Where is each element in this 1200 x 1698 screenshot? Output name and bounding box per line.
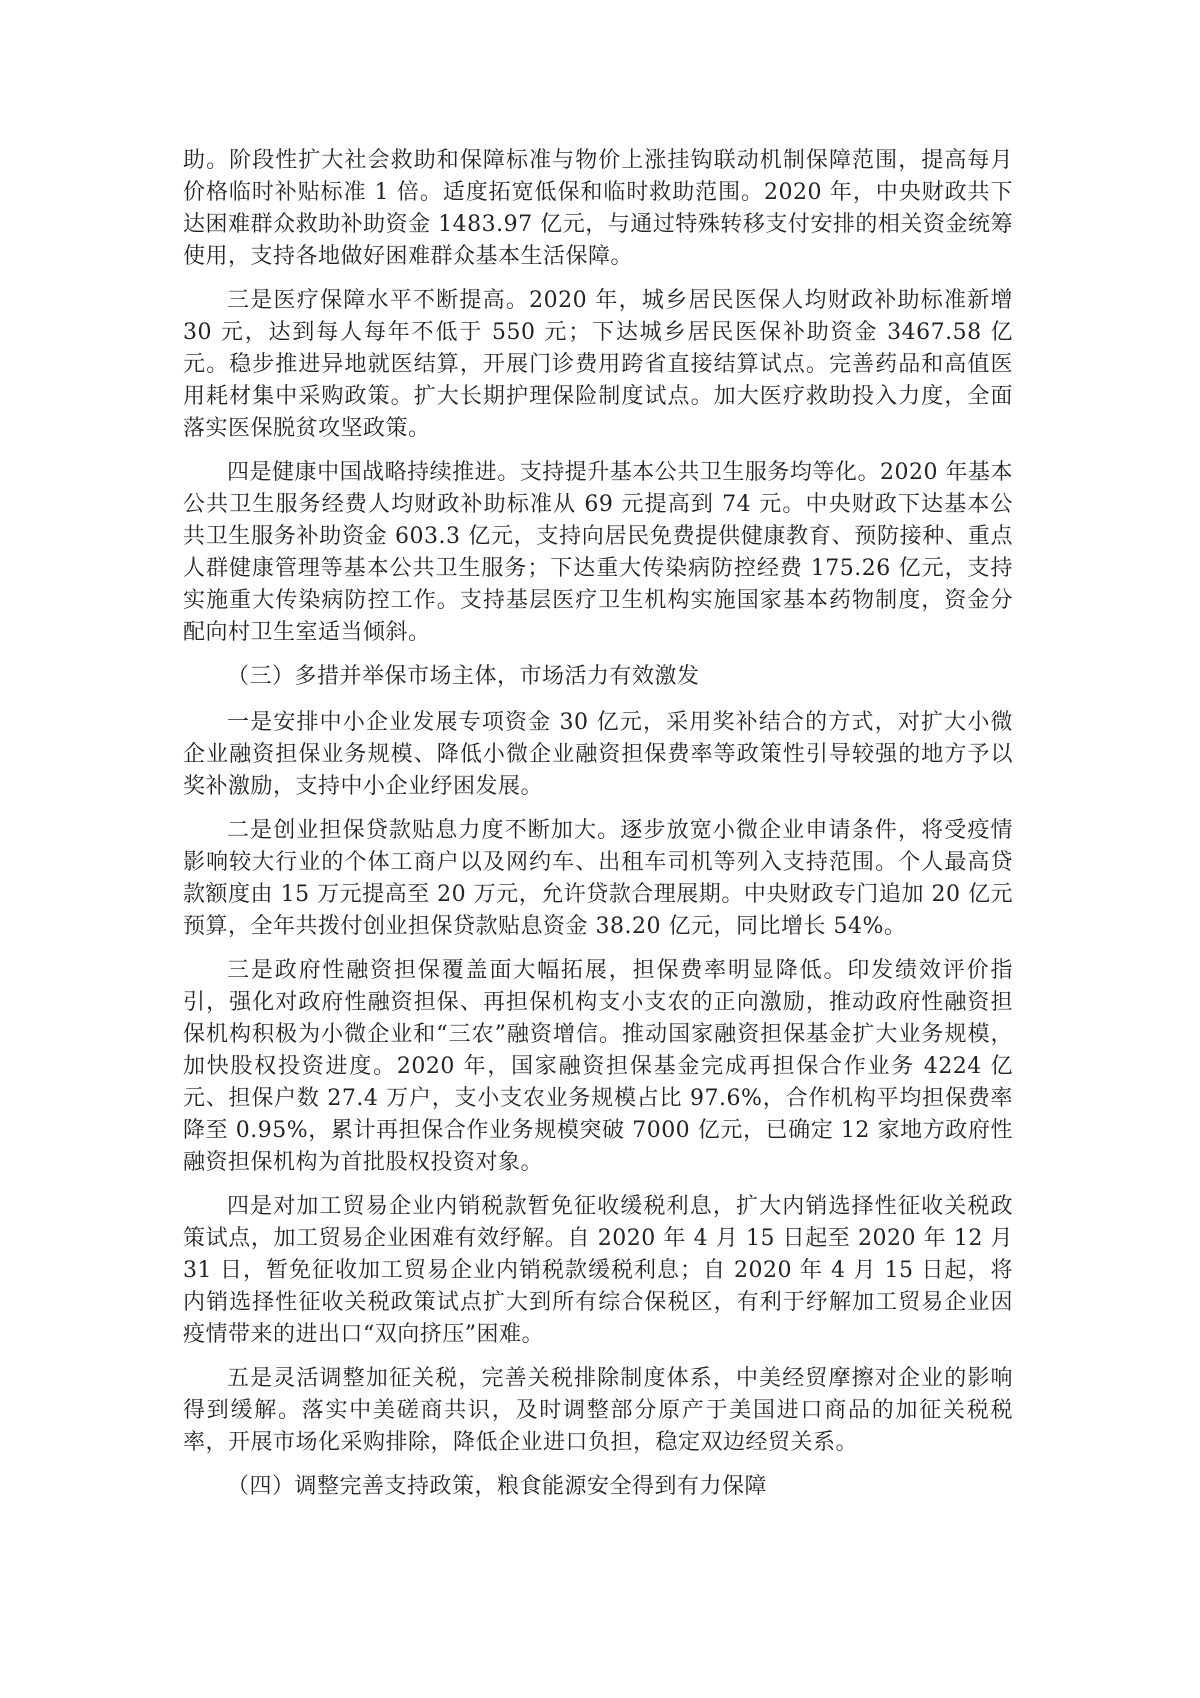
- paragraph-sme-fund: 一是安排中小企业发展专项资金 30 亿元，采用奖补结合的方式，对扩大小微企业融资担保业务规模、降低小微企业融资担保费率等政策性引导较强的地方予以奖补激励，支持中小企业纾困发展。: [183, 710, 1013, 799]
- document-body: [183, 145, 1013, 1517]
- paragraph-tariff-adjustment: 五是灵活调整加征关税，完善关税排除制度体系，中美经贸摩擦对企业的影响得到缓解。落实中美磋商共识，及时调整部分原产于美国进口商品的加征关税税率，开展市场化采购排除，降低企业进口负担，稳定双边经贸关系。: [183, 1366, 1013, 1455]
- paragraph-social-assistance: 助。阶段性扩大社会救助和保障标准与物价上涨挂钩联动机制保障范围，提高每月价格临时补贴标准 1 倍。适度拓宽低保和临时救助范围。2020 年，中央财政共下达困难群众救助补助资金 1483.97 亿元，与通过特殊转移支付安排的相关资金统筹使用，支持各地做好困难群众基本生活保障。: [183, 148, 1013, 269]
- paragraph-processing-trade: 四是对加工贸易企业内销税款暂免征收缓税利息，扩大内销选择性征收关税政策试点，加工贸易企业困难有效纾解。自 2020 年 4 月 15 日起至 2020 年 12 月 31 日，暂免征收加工贸易企业内销税款缓税利息；自 2020 年 4 月 15 日起，将内销选择性征收关税政策试点扩大到所有综合保税区，有利于纾解加工贸易企业因疫情带来的进出口“双向挤压”困难。: [183, 1194, 1013, 1347]
- paragraph-healthy-china: 四是健康中国战略持续推进。支持提升基本公共卫生服务均等化。2020 年基本公共卫生服务经费人均财政补助标准从 69 元提高到 74 元。中央财政下达基本公共卫生服务补助资金 603.3 亿元，支持向居民免费提供健康教育、预防接种、重点人群健康管理等基本公共卫生服务；下达重大传染病防控经费 175.26 亿元，支持实施重大传染病防控工作。支持基层医疗卫生机构实施国家基本药物制度，资金分配向村卫生室适当倾斜。: [183, 460, 1013, 645]
- paragraph-financing-guarantee: 三是政府性融资担保覆盖面大幅拓展，担保费率明显降低。印发绩效评价指引，强化对政府性融资担保、再担保机构支小支农的正向激励，推动政府性融资担保机构积极为小微企业和“三农”融资增信。推动国家融资担保基金扩大业务规模，加快股权投资进度。2020 年，国家融资担保基金完成再担保合作业务 4224 亿元、担保户数 27.4 万户，支小支农业务规模占比 97.6%，合作机构平均担保费率降至 0.95%，累计再担保合作业务规模突破 7000 亿元，已确定 12 家地方政府性融资担保机构为首批股权投资对象。: [183, 958, 1013, 1175]
- paragraph-medical-security: 三是医疗保障水平不断提高。2020 年，城乡居民医保人均财政补助标准新增 30 元，达到每人每年不低于 550 元；下达城乡居民医保补助资金 3467.58 亿元。稳步推进异地就医结算，开展门诊费用跨省直接结算试点。完善药品和高值医用耗材集中采购政策。扩大长期护理保险制度试点。加大医疗救助投入力度，全面落实医保脱贫攻坚政策。: [183, 288, 1013, 441]
- section-heading-market-entities: （三）多措并举保市场主体，市场活力有效激发: [227, 664, 700, 689]
- paragraph-startup-loan: 二是创业担保贷款贴息力度不断加大。逐步放宽小微企业申请条件，将受疫情影响较大行业的个体工商户以及网约车、出租车司机等列入支持范围。个人最高贷款额度由 15 万元提高至 20 万元，允许贷款合理展期。中央财政专门追加 20 亿元预算，全年共拨付创业担保贷款贴息资金 38.20 亿元，同比增长 54%。: [183, 818, 1013, 939]
- section-heading-food-energy: （四）调整完善支持政策，粮食能源安全得到有力保障: [227, 1474, 768, 1499]
